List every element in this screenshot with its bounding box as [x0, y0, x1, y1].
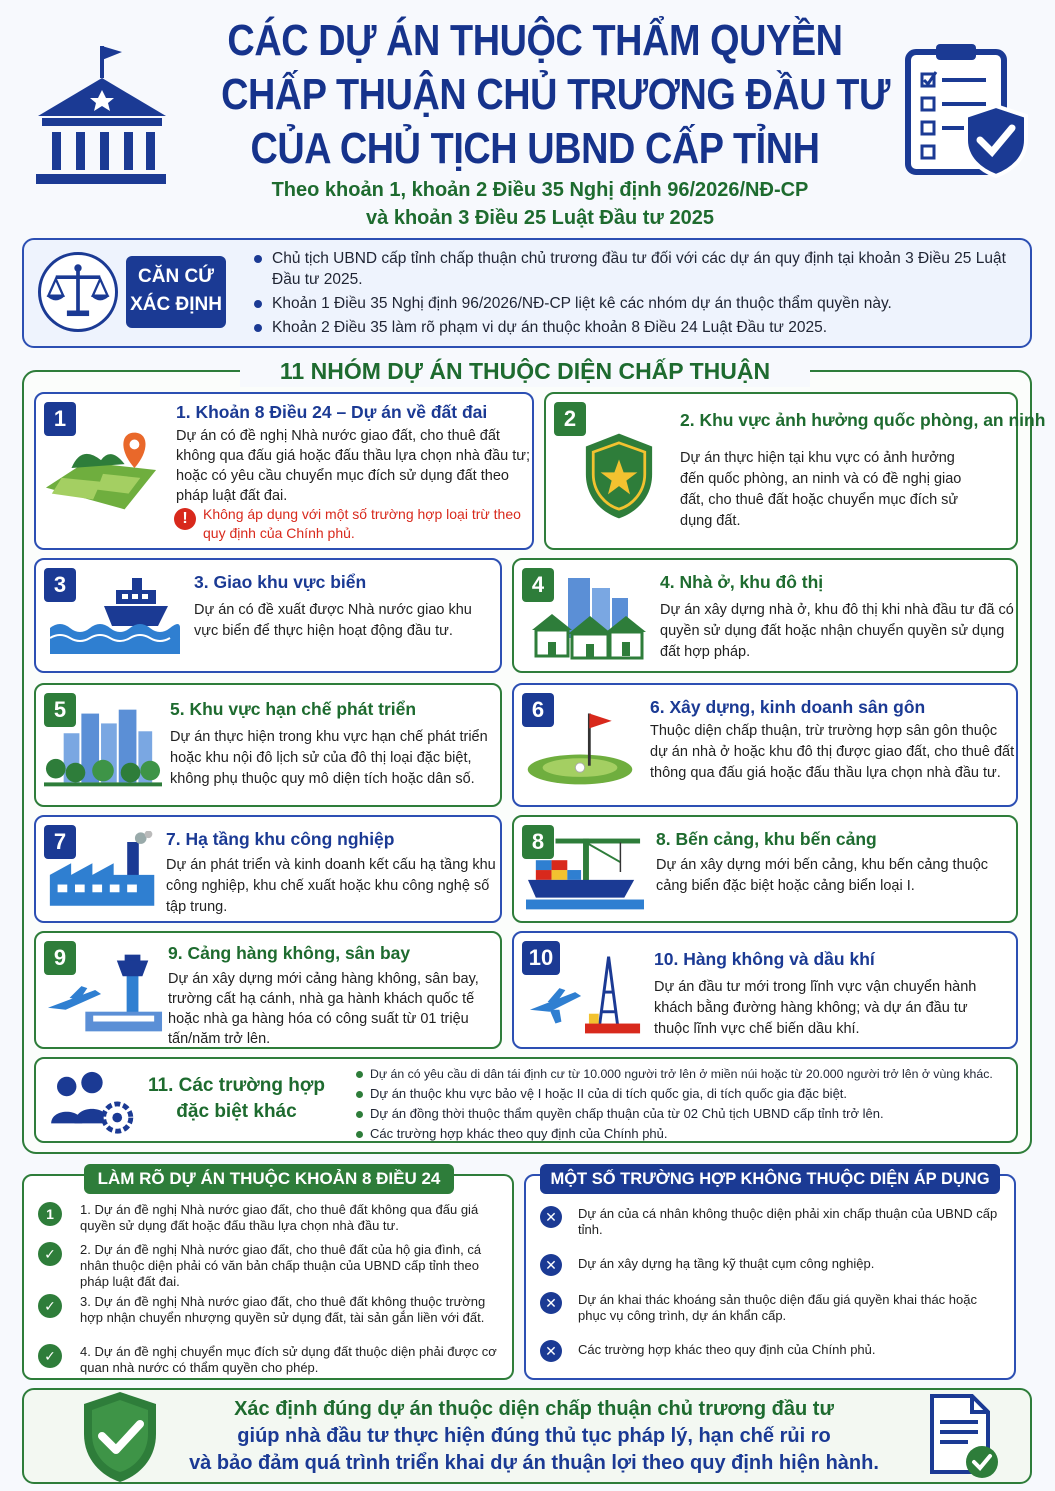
clarify-item-text	[80, 1344, 500, 1376]
card11-item: Dự án có yêu cầu di dân tái định cư từ 10.000 người trở lên ở miền núi hoặc từ 20.000 người trở lên ở vùng khác.	[354, 1065, 1034, 1083]
clarify-item-text	[80, 1242, 500, 1290]
card-number: 4	[522, 568, 554, 602]
card-1	[34, 392, 534, 550]
check-icon: ✓	[38, 1242, 62, 1266]
exclusion-item	[540, 1254, 1010, 1284]
check-icon: ✓	[38, 1344, 62, 1368]
card-title: 8. Bến cảng, khu bến cảng	[656, 829, 877, 849]
airport-icon	[46, 947, 164, 1039]
title-line-3: CỦA CHỦ TỊCH UBND CẤP TỈNH	[250, 124, 820, 173]
card-title: 4. Nhà ở, khu đô thị	[660, 572, 824, 592]
clarify-item-body: Dự án đề nghị Nhà nước giao đất, cho thuê đất không qua đấu giá quyền sử dụng đất hoặc đấu thầu lựa chọn nhà đầu tư.	[80, 1202, 479, 1233]
card-4	[512, 558, 1018, 673]
title-line-1: CÁC DỰ ÁN THUỘC THẨM QUYỀN	[227, 16, 843, 65]
exclusion-text: Dự án khai thác khoáng sản thuộc diện đấu giá quyền khai thác hoặc phục vụ công trình, dự án khẩn cấp.	[578, 1292, 977, 1323]
clarify-item-text	[80, 1202, 500, 1234]
land-map-icon	[42, 424, 160, 514]
subtitle-line-2: và khoản 3 Điều 25 Luật Đầu tư 2025	[366, 207, 714, 229]
card-text: Dự án đầu tư mới trong lĩnh vực vận chuyển hành khách bằng đường hàng không; và dự án đầu tư thuộc lĩnh vực chế biến dầu khí.	[654, 979, 977, 1037]
card11-item: Dự án thuộc khu vực bảo vệ I hoặc II của di tích quốc gia, di tích quốc gia đặc biệt.	[354, 1085, 1034, 1103]
card-text: Dự án có đề nghị Nhà nước giao đất, cho thuê đất không qua đấu giá hoặc đấu thầu lựa chọn nhà đầu tư; hoặc có yêu cầu chuyển mục đích sử dụng đất theo pháp luật đất đai.	[176, 428, 530, 504]
card-7	[34, 815, 502, 923]
housing-icon	[526, 574, 650, 664]
card-title: 3. Giao khu vực biển	[194, 572, 367, 592]
card-text: Dự án thực hiện tại khu vực có ảnh hưởng đến quốc phòng, an ninh và có đề nghị giao đất, cho thuê đất hoặc chuyển mục đích sử dụng đất.	[680, 450, 962, 529]
card-8	[512, 815, 1018, 923]
footer-text	[154, 1396, 914, 1477]
ship-icon	[50, 572, 180, 656]
document-check-icon	[924, 1392, 1004, 1482]
card-title-line-1: 11. Các trường hợp	[148, 1075, 325, 1096]
card-text: Dự án thực hiện trong khu vực hạn chế phát triển hoặc khu nội đô lịch sử của đô thị loại đặc biệt, không phụ thuộc quy mô diện tích hoặc dân số.	[170, 729, 488, 787]
clarify-item-body: Dự án đề nghị chuyển mục đích sử dụng đất thuộc diện phải được cơ quan nhà nước có thẩm quyền cho phép.	[80, 1344, 497, 1375]
basis-tag	[126, 256, 226, 328]
clarify-item-num: 3.	[80, 1294, 91, 1309]
exclusion-item	[540, 1292, 1010, 1332]
number-badge-icon: 1	[38, 1202, 62, 1226]
clarify-item	[38, 1242, 508, 1294]
exclusions-title: MỘT SỐ TRƯỜNG HỢP KHÔNG THUỘC DIỆN ÁP DỤNG	[540, 1164, 1000, 1194]
card-number: 9	[44, 941, 76, 975]
factory-icon	[46, 831, 162, 911]
clarify-item-num: 4.	[80, 1344, 91, 1359]
basis-list	[254, 248, 1014, 341]
footer-line-3: và bảo đảm quá trình triển khai dự án thuận lợi theo quy định hiện hành.	[189, 1452, 879, 1474]
card-title: 5. Khu vực hạn chế phát triển	[170, 699, 417, 719]
clarify-item	[38, 1202, 508, 1242]
card-3	[34, 558, 502, 673]
card-text: Dự án xây dựng mới bến cảng, khu bến cảng thuộc cảng biển đặc biệt hoặc cảng biển loại I.	[656, 857, 989, 894]
government-building-icon	[30, 38, 170, 188]
clarify-item-body: Dự án đề nghị Nhà nước giao đất, cho thuê đất của hộ gia đình, cá nhân thuộc diện phải có văn bản chấp thuận của UBND cấp tỉnh theo pháp luật đất đai.	[80, 1242, 482, 1289]
footer-line-1: Xác định đúng dự án thuộc diện chấp thuận chủ trương đầu tư	[234, 1398, 834, 1420]
card11-item: Các trường hợp khác theo quy định của Chính phủ.	[354, 1125, 1034, 1143]
card-title: 2. Khu vực ảnh hưởng quốc phòng, an ninh	[680, 410, 1046, 430]
exclusions-panel	[524, 1170, 1016, 1380]
page-title	[170, 14, 900, 176]
clarify-item-num: 1.	[80, 1202, 91, 1217]
card-text: Thuộc diện chấp thuận, trừ trường hợp sân gôn thuộc dự án nhà ở hoặc khu đô thị được giao đất, cho thuê đất thông qua đấu giá hoặc đấu thầu lựa chọn nhà đầu tư.	[650, 723, 1015, 781]
clarify-item-body: Dự án đề nghị Nhà nước giao đất, cho thuê đất không thuộc trường hợp nhận chuyển nhượng quyền sử dụng đất, tài sản gắn liền với đất.	[80, 1294, 486, 1325]
city-trees-icon	[44, 703, 162, 793]
card-warning: Không áp dụng với một số trường hợp loại trừ theo quy định của Chính phủ.	[203, 506, 521, 541]
clarify-panel	[22, 1169, 514, 1380]
card-title-line-2: đặc biệt khác	[176, 1101, 297, 1122]
warning-icon: !	[174, 508, 196, 530]
x-circle-icon: ✕	[540, 1254, 562, 1276]
card11-item: Dự án đồng thời thuộc thẩm quyền chấp thuận của từ 02 Chủ tịch UBND cấp tỉnh trở lên.	[354, 1105, 1034, 1123]
card-number: 8	[522, 825, 554, 859]
x-circle-icon: ✕	[540, 1206, 562, 1228]
exclusion-item	[540, 1340, 1010, 1370]
basis-item: Chủ tịch UBND cấp tỉnh chấp thuận chủ trương đầu tư đối với các dự án quy định tại khoản 3 Điều 25 Luật Đầu tư 2025.	[254, 248, 1014, 290]
check-icon: ✓	[38, 1294, 62, 1318]
card-title: 7. Hạ tầng khu công nghiệp	[166, 829, 395, 849]
scale-of-justice-icon	[38, 252, 118, 332]
exclusion-text: Dự án của cá nhân không thuộc diện phải xin chấp thuận của UBND cấp tỉnh.	[578, 1206, 998, 1237]
shield-star-icon	[582, 430, 656, 522]
card-number: 1	[44, 402, 76, 436]
title-line-2: CHẤP THUẬN CHỦ TRƯƠNG ĐẦU TƯ	[221, 70, 890, 119]
clarify-item	[38, 1294, 508, 1346]
basis-item: Khoản 1 Điều 35 Nghị định 96/2026/NĐ-CP liệt kê các nhóm dự án thuộc thẩm quyền này.	[254, 293, 1014, 314]
card-title: 9. Cảng hàng không, sân bay	[168, 943, 411, 963]
footer-line-2: giúp nhà đầu tư thực hiện đúng thủ tục pháp lý, hạn chế rủi ro	[237, 1425, 831, 1447]
card-text: Dự án xây dựng mới cảng hàng không, sân bay, trường cất hạ cánh, nhà ga hành khách quốc tế hoặc nhà ga hàng hóa có công suất từ 01 triệu tấn/năm trở lên.	[168, 971, 479, 1047]
basis-tag-line-2: XÁC ĐỊNH	[130, 294, 222, 315]
card-title: 10. Hàng không và dầu khí	[654, 949, 875, 969]
card-5	[34, 683, 502, 807]
card-text: Dự án có đề xuất được Nhà nước giao khu vực biển để thực hiện hoạt động đầu tư.	[194, 602, 472, 639]
plane-oil-rig-icon	[526, 951, 644, 1043]
x-circle-icon: ✕	[540, 1340, 562, 1362]
card-6	[512, 683, 1018, 807]
clarify-title: LÀM RÕ DỰ ÁN THUỘC KHOẢN 8 ĐIỀU 24	[84, 1164, 454, 1194]
clarify-item-text	[80, 1294, 500, 1326]
exclusion-text: Các trường hợp khác theo quy định của Chính phủ.	[578, 1342, 876, 1357]
subtitle-line-1: Theo khoản 1, khoản 2 Điều 35 Nghị định 96/2026/NĐ-CP	[271, 179, 809, 201]
clarify-item	[38, 1344, 508, 1380]
card-text: Dự án xây dựng nhà ở, khu đô thị khi nhà đầu tư đã có quyền sử dụng đất hoặc nhận chuyển quyền sử dụng đất hợp pháp.	[660, 602, 1014, 660]
footer-box	[22, 1388, 1032, 1484]
golf-icon	[524, 705, 636, 791]
x-circle-icon: ✕	[540, 1292, 562, 1314]
groups-title: 11 NHÓM DỰ ÁN THUỘC DIỆN CHẤP THUẬN	[240, 355, 810, 387]
card-number: 5	[44, 693, 76, 727]
card-title: 6. Xây dựng, kinh doanh sân gôn	[650, 697, 926, 717]
shield-check-icon	[80, 1388, 160, 1484]
card-number: 2	[554, 402, 586, 436]
card-10	[512, 931, 1018, 1049]
clipboard-shield-icon	[900, 40, 1030, 180]
card-number: 6	[522, 693, 554, 727]
exclusion-text: Dự án xây dựng hạ tầng kỹ thuật cụm công nghiệp.	[578, 1256, 875, 1271]
card-text: Dự án phát triển và kinh doanh kết cấu hạ tầng khu công nghiệp, khu chế xuất hoặc khu công nghệ số tập trung.	[166, 857, 496, 915]
card-number: 10	[522, 941, 560, 975]
card-title	[148, 1073, 325, 1125]
basis-item: Khoản 2 Điều 35 làm rõ phạm vi dự án thuộc khoản 8 Điều 24 Luật Đầu tư 2025.	[254, 317, 1014, 338]
card-11	[34, 1057, 1018, 1143]
card11-list	[354, 1065, 1034, 1145]
port-crane-icon	[526, 831, 644, 913]
card-number: 3	[44, 568, 76, 602]
clarify-item-num: 2.	[80, 1242, 91, 1257]
exclusion-item	[540, 1206, 1010, 1246]
basis-tag-line-1: CĂN CỨ	[138, 266, 214, 287]
card-number: 7	[44, 825, 76, 859]
basis-box	[22, 238, 1032, 348]
card-title: 1. Khoản 8 Điều 24 – Dự án về đất đai	[176, 402, 488, 422]
people-gear-icon	[46, 1069, 136, 1137]
card-9	[34, 931, 502, 1049]
page-subtitle	[150, 176, 930, 232]
card-2	[544, 392, 1046, 550]
